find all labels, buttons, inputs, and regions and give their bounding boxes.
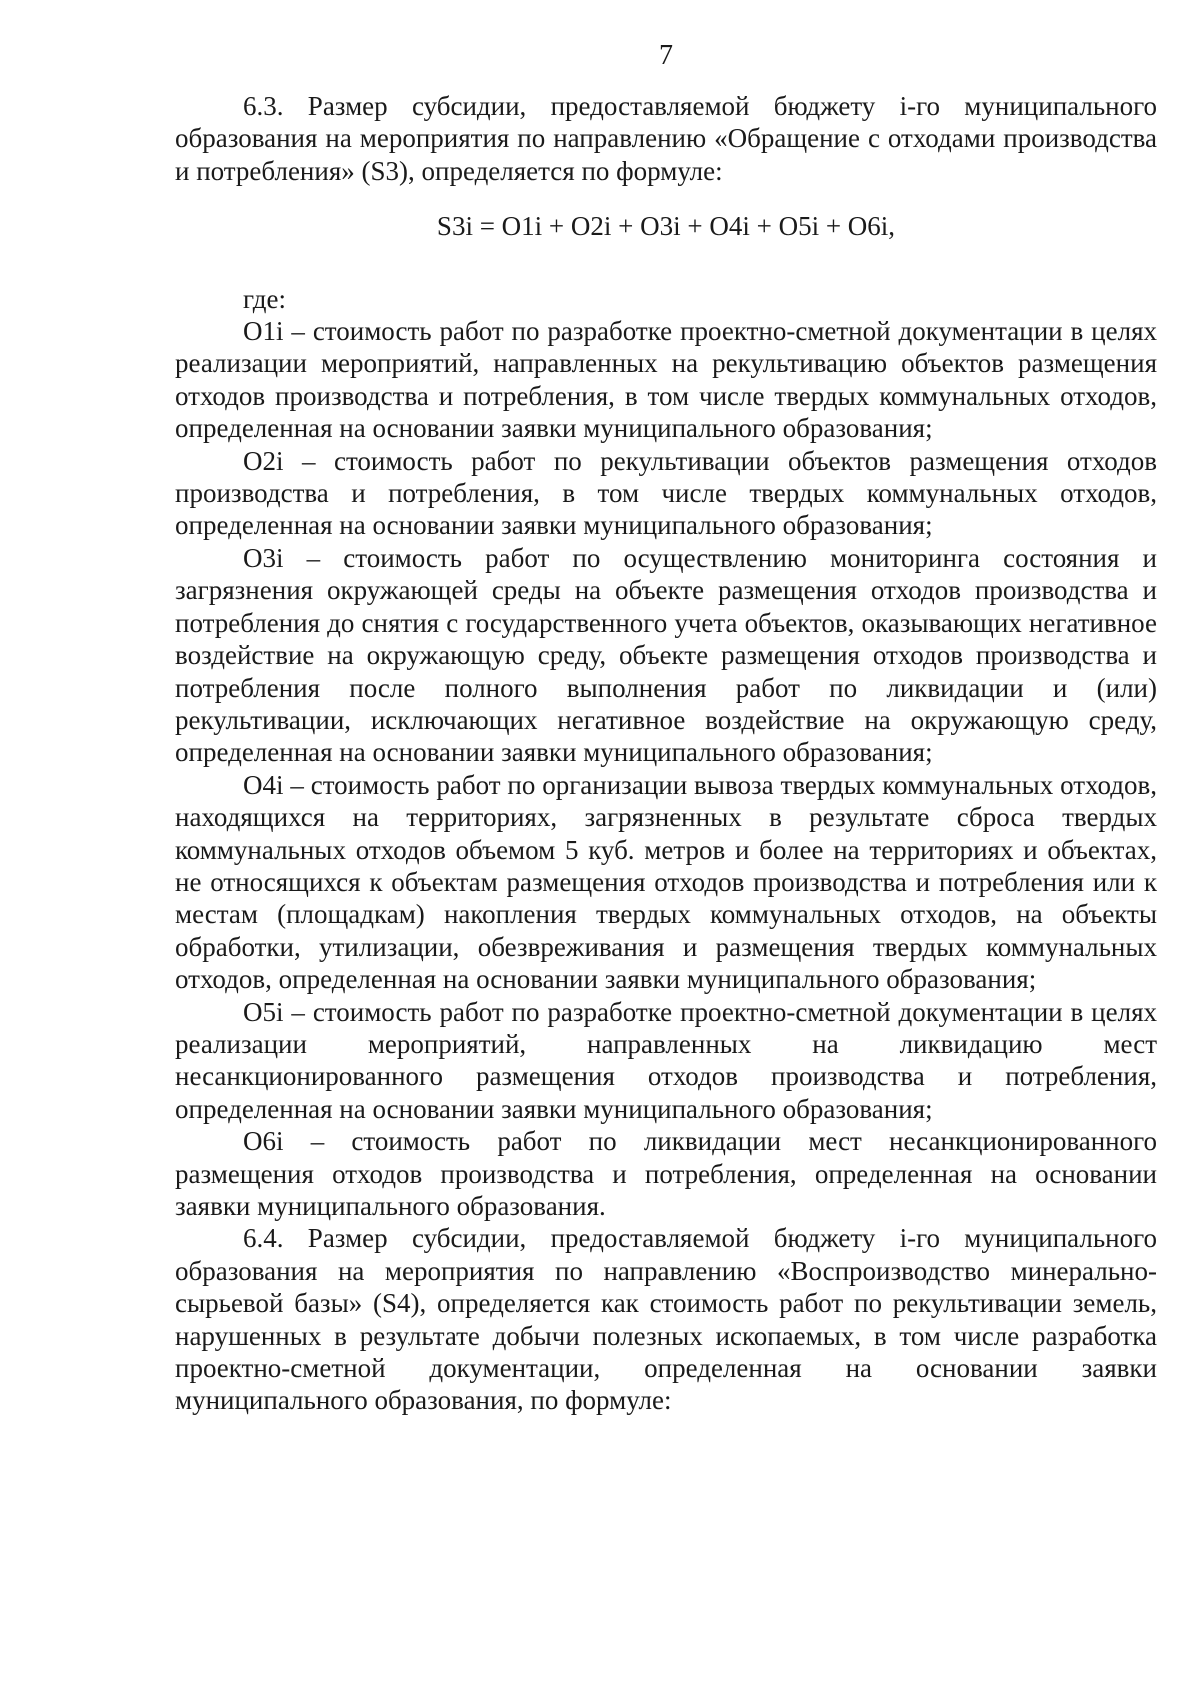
definition-o2i: O2i – стоимость работ по рекультивации объектов размещения отходов производства и потребления, в том числе твердых коммунальных отходов, определенная на основании заявки муниципального образования; (175, 445, 1157, 541)
definition-o5i: O5i – стоимость работ по разработке проектно-сметной документации в целях реализации мероприятий, направленных на ликвидацию мест несанкционированного размещения отходов производства и потребления, определенная на основании заявки муниципального образования; (175, 996, 1157, 1124)
paragraph-6-3: 6.3. Размер субсидии, предоставляемой бюджету i-го муниципального образования на мероприятия по направлению «Обращение с отходами производства и потребления» (S3), определяется по формуле: (175, 91, 1157, 186)
definition-o3i: O3i – стоимость работ по осуществлению мониторинга состояния и загрязнения окружающей среды на объекте размещения отходов производства и потребления до снятия с государственного учета объектов, оказывающих негативное воздействие на окружающую среду, объекте размещения отходов производства и потребления после полного выполнения работ по ликвидации и (или) рекультивации, исключающих негативное воздействие на окружающую среду, определенная на основании заявки муниципального образования; (175, 542, 1157, 768)
definition-o1i: O1i – стоимость работ по разработке проектно-сметной документации в целях реализации мероприятий, направленных на рекультивацию объектов размещения отходов производства и потребления, в том числе твердых коммунальных отходов, определенная на основании заявки муниципального образования; (175, 316, 1157, 444)
document-body (175, 90, 1157, 1417)
page-number: 7 (659, 40, 673, 71)
where-label: где: (243, 283, 286, 314)
paragraph-6-4: 6.4. Размер субсидии, предоставляемой бюджету i-го муниципального образования на мероприятия по направлению «Воспроизводство минерально-сырьевой базы» (S4), определяется как стоимость работ по рекультивации земель, нарушенных в результате добычи полезных ископаемых, в том числе разработка проектно-сметной документации, определенная на основании заявки муниципального образования, по формуле: (175, 1223, 1157, 1416)
formula-s3i: S3i = O1i + O2i + O3i + O4i + O5i + O6i, (436, 211, 896, 242)
definition-o4i: O4i – стоимость работ по организации вывоза твердых коммунальных отходов, находящихся на территориях, загрязненных в результате сброса твердых коммунальных отходов объемом 5 куб. метров и более на территориях и объектах, не относящихся к объектам размещения отходов производства и потребления или к местам (площадкам) накопления твердых коммунальных отходов, на объекты обработки, утилизации, обезвреживания и размещения твердых коммунальных отходов, определенная на основании заявки муниципального образования; (175, 769, 1157, 995)
definition-o6i: O6i – стоимость работ по ликвидации мест несанкционированного размещения отходов производства и потребления, определенная на основании заявки муниципального образования. (175, 1126, 1157, 1221)
